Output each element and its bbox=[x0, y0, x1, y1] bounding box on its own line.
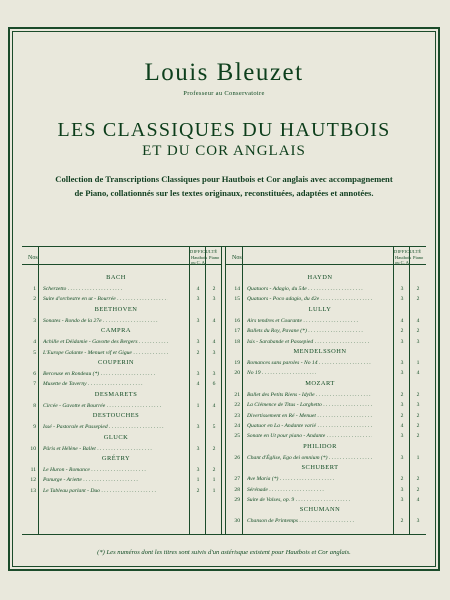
oboe-difficulty: 2 bbox=[400, 518, 404, 525]
piano-difficulty: 5 bbox=[212, 424, 216, 431]
piece-title: Quatuor en La - Andante varié . . bbox=[247, 421, 372, 431]
oboe-difficulty: 4 bbox=[400, 423, 404, 429]
difficulty-header: DIFFICULTÉ bbox=[190, 249, 218, 254]
oboe-difficulty: 2 bbox=[400, 476, 404, 483]
table-row bbox=[226, 516, 426, 526]
footnote: (*) Les numéros dont les titres sont suivis d'un astérisque existent pour Hautbois et Cor anglais. bbox=[97, 549, 351, 556]
piece-title: Berceuse en Rondeau (*) . . bbox=[43, 369, 155, 379]
table-row bbox=[226, 294, 426, 304]
composer-name: MOZART bbox=[305, 379, 335, 387]
collection-title: LES CLASSIQUES DU HAUTBOIS bbox=[57, 119, 391, 141]
oboe-difficulty: 3 bbox=[400, 497, 404, 503]
oboe-difficulty: 3 bbox=[196, 339, 200, 346]
table-row bbox=[22, 379, 222, 389]
oboe-difficulty: 2 bbox=[400, 391, 404, 398]
oboe-difficulty: 2 bbox=[400, 412, 404, 419]
table-row bbox=[22, 465, 222, 475]
piece-title: Suite d'orchestre en ut - Bourrée . . bbox=[43, 294, 168, 304]
author-title: Professeur au Conservatoire bbox=[183, 90, 265, 97]
piece-title: Circée - Gavotte et Bourrée . . bbox=[43, 401, 161, 411]
piece-title: Sonate en Ut pour piano - Andante . . bbox=[247, 431, 372, 441]
oboe-difficulty: 3 bbox=[400, 360, 404, 366]
piece-title: Ave Maria (*) . . bbox=[247, 474, 334, 484]
oboe-difficulty: 3 bbox=[196, 424, 200, 431]
piano-difficulty: 2 bbox=[416, 328, 420, 335]
piece-number: 30 bbox=[234, 518, 240, 525]
piece-number: 25 bbox=[234, 433, 240, 440]
table-row bbox=[226, 326, 426, 336]
piano-difficulty: 3 bbox=[212, 296, 216, 303]
table-row bbox=[226, 485, 426, 495]
composer-name: DESTOUCHES bbox=[92, 412, 140, 420]
table-row bbox=[22, 316, 222, 326]
piano-column-header: Piano bbox=[413, 255, 424, 260]
piano-difficulty: 2 bbox=[416, 412, 420, 419]
oboe-difficulty: 3 bbox=[400, 486, 404, 493]
table-row bbox=[226, 495, 426, 505]
piece-number: 10 bbox=[30, 445, 36, 452]
piano-difficulty: 2 bbox=[212, 467, 216, 473]
piano-column-header: Piano bbox=[209, 255, 220, 260]
catalog-table bbox=[22, 246, 426, 535]
piano-difficulty: 2 bbox=[212, 445, 216, 452]
piece-number: 19 bbox=[234, 360, 240, 366]
piece-title: Le Tableau parlant - Duo . . bbox=[43, 486, 156, 496]
table-row bbox=[226, 390, 426, 400]
piece-title: Isis - Sarabande et Passepied . . bbox=[247, 337, 369, 347]
piece-number: 1 bbox=[33, 286, 36, 292]
piece-number: 6 bbox=[33, 371, 36, 377]
table-row bbox=[226, 411, 426, 421]
piece-title: Sonates - Rondo de la 27e . . bbox=[43, 316, 158, 326]
piece-number: 5 bbox=[33, 349, 36, 356]
oboe-difficulty: 3 bbox=[400, 370, 404, 377]
composer-name: BACH bbox=[106, 274, 126, 281]
piano-difficulty: 1 bbox=[416, 454, 420, 461]
oboe-difficulty: 3 bbox=[400, 296, 404, 303]
oboe-difficulty: 3 bbox=[196, 371, 200, 377]
piece-number: 17 bbox=[234, 328, 240, 335]
number-header: Nos bbox=[232, 255, 242, 261]
oboe-difficulty: 4 bbox=[196, 286, 200, 292]
piece-title: Scherzetto . . bbox=[43, 284, 122, 294]
piano-difficulty: 4 bbox=[212, 402, 216, 409]
piece-title: Panurge - Ariette . . bbox=[43, 475, 138, 485]
oboe-difficulty: 3 bbox=[400, 402, 404, 409]
composer-name: LULLY bbox=[308, 305, 332, 313]
table-row bbox=[226, 368, 426, 378]
piece-title: Musette de Taverny . . bbox=[43, 379, 143, 389]
composer-name: COUPERIN bbox=[98, 359, 134, 366]
piece-number: 26 bbox=[234, 454, 240, 461]
piano-difficulty: 4 bbox=[212, 339, 216, 346]
oboe-difficulty: 1 bbox=[196, 477, 200, 484]
piano-difficulty: 2 bbox=[416, 486, 420, 493]
composer-name: GRÉTRY bbox=[101, 455, 131, 462]
composer-name: SCHUMANN bbox=[299, 506, 341, 514]
piece-title: L'Europe Galante - Menuet vif et Gigue . . bbox=[43, 348, 168, 358]
composer-name: DESMARETS bbox=[94, 390, 138, 398]
oboe-difficulty: 2 bbox=[196, 487, 200, 494]
piano-difficulty: 1 bbox=[212, 477, 216, 484]
piano-difficulty: 2 bbox=[416, 286, 420, 292]
collection-subtitle: ET DU COR ANGLAIS bbox=[142, 143, 306, 159]
piano-difficulty: 4 bbox=[416, 497, 420, 503]
piece-title: Issé - Pastorale et Passepied . . bbox=[43, 422, 164, 432]
table-row bbox=[226, 400, 426, 410]
piece-title: Ballets du Roy, Pavane (*) . . bbox=[247, 326, 363, 336]
piece-title: Sérénade . . bbox=[247, 485, 324, 495]
header bbox=[12, 31, 436, 200]
piano-difficulty: 4 bbox=[212, 317, 216, 324]
piece-number: 2 bbox=[33, 296, 36, 303]
table-row bbox=[22, 294, 222, 304]
table-row bbox=[22, 369, 222, 379]
number-header: Nos bbox=[28, 255, 38, 261]
piano-difficulty: 4 bbox=[416, 370, 420, 377]
piece-title: Chant d'Église, Ego dei omnium (*) . . bbox=[247, 453, 372, 463]
piece-title: Quatuors - Poco adagio, du 42e . . bbox=[247, 294, 372, 304]
piece-number: 27 bbox=[234, 476, 240, 483]
piano-difficulty: 3 bbox=[416, 518, 420, 525]
oboe-difficulty: 4 bbox=[400, 317, 404, 324]
piece-number: 9 bbox=[33, 424, 36, 431]
piano-difficulty: 2 bbox=[416, 296, 420, 303]
piece-number: 20 bbox=[234, 370, 240, 377]
piece-number: 13 bbox=[30, 487, 36, 494]
piece-number: 8 bbox=[33, 402, 36, 409]
table-row bbox=[22, 401, 222, 411]
piano-difficulty: 2 bbox=[212, 286, 216, 292]
piece-number: 12 bbox=[30, 477, 36, 484]
piece-number: 7 bbox=[33, 381, 36, 388]
oboe-difficulty: 3 bbox=[400, 454, 404, 461]
oboe-column-header: Hautbois ou C. A. bbox=[191, 255, 208, 265]
piece-title: No 19 . . bbox=[247, 368, 316, 378]
piece-title: Quatuors - Adagio, du 54e . . bbox=[247, 284, 363, 294]
oboe-difficulty: 3 bbox=[400, 286, 404, 292]
composer-name: SCHUBERT bbox=[301, 464, 339, 472]
table-row bbox=[226, 421, 426, 431]
table-row bbox=[226, 316, 426, 326]
piece-title: Romances sans paroles - No 14 . . bbox=[247, 358, 372, 368]
piece-number: 22 bbox=[234, 402, 240, 409]
piece-number: 15 bbox=[234, 296, 240, 303]
oboe-difficulty: 4 bbox=[196, 381, 200, 388]
piece-number: 23 bbox=[234, 412, 240, 419]
oboe-difficulty: 3 bbox=[196, 445, 200, 452]
piano-difficulty: 3 bbox=[212, 349, 216, 356]
oboe-difficulty: 3 bbox=[400, 338, 404, 345]
oboe-difficulty: 1 bbox=[196, 402, 200, 409]
header-rule bbox=[22, 264, 222, 265]
piece-title: Suite de Valses, op. 9 . . bbox=[247, 495, 350, 505]
piece-number: 18 bbox=[234, 338, 240, 345]
piano-difficulty: 3 bbox=[212, 371, 216, 377]
header-rule bbox=[226, 264, 426, 265]
piano-difficulty: 2 bbox=[416, 391, 420, 398]
piano-difficulty: 6 bbox=[212, 381, 216, 388]
table-row bbox=[22, 475, 222, 485]
author-name: Louis Bleuzet bbox=[144, 59, 304, 86]
piece-number: 21 bbox=[234, 391, 240, 398]
oboe-difficulty: 2 bbox=[400, 328, 404, 335]
piece-number: 11 bbox=[30, 467, 36, 473]
table-row bbox=[22, 284, 222, 294]
oboe-difficulty: 2 bbox=[196, 349, 200, 356]
composer-name: HAYDN bbox=[307, 274, 333, 281]
table-row bbox=[22, 444, 222, 454]
piano-difficulty: 2 bbox=[416, 476, 420, 483]
description-line-1: Collection de Transcriptions Classiques pour Hautbois et Cor anglais avec accompagnement bbox=[55, 174, 393, 184]
piece-number: 14 bbox=[234, 286, 240, 292]
piece-number: 3 bbox=[33, 317, 36, 324]
oboe-column-header: Hautbois ou C. A. bbox=[395, 255, 412, 265]
difficulty-header: DIFFICULTÉ bbox=[394, 249, 422, 254]
composer-name: BEETHOVEN bbox=[94, 305, 138, 313]
table-row bbox=[22, 348, 222, 358]
piano-difficulty: 2 bbox=[416, 433, 420, 440]
piece-number: 4 bbox=[33, 339, 36, 346]
composer-name: MENDELSSOHN bbox=[293, 348, 347, 355]
piece-title: Achille et Déidamie - Gavotte des Bergers . . bbox=[43, 337, 168, 347]
table-row bbox=[226, 358, 426, 368]
piece-number: 29 bbox=[234, 497, 240, 503]
oboe-difficulty: 3 bbox=[196, 317, 200, 324]
piece-title: Divertissement en Ré - Menuet . . bbox=[247, 411, 372, 421]
table-row bbox=[226, 474, 426, 484]
piano-difficulty: 3 bbox=[416, 338, 420, 345]
table-row bbox=[226, 431, 426, 441]
piece-title: Le Huron - Romance . . bbox=[43, 465, 146, 475]
description-line-2: de Piano, collationnés sur les textes originaux, reconstituées, adaptées et annotées. bbox=[74, 188, 374, 198]
piece-title: La Clémence de Titus - Larghetto . . bbox=[247, 400, 372, 410]
piece-number: 28 bbox=[234, 486, 240, 493]
piano-difficulty: 2 bbox=[416, 423, 420, 429]
composer-name: GLUCK bbox=[103, 433, 129, 441]
oboe-difficulty: 3 bbox=[196, 467, 200, 473]
piece-number: 16 bbox=[234, 317, 240, 324]
piano-difficulty: 3 bbox=[416, 402, 420, 409]
collection-description bbox=[20, 172, 428, 200]
piano-difficulty: 4 bbox=[416, 317, 420, 324]
piece-title: Pâris et Hélène - Ballet . . bbox=[43, 444, 152, 454]
piece-title: Chanson de Printemps . . bbox=[247, 516, 354, 526]
table-row bbox=[22, 337, 222, 347]
table-row bbox=[226, 453, 426, 463]
composer-name: PHILIDOR bbox=[303, 442, 337, 450]
table-row bbox=[22, 486, 222, 496]
right-column bbox=[226, 247, 426, 534]
piece-title: Ballet des Petits Riens - Idylle . . bbox=[247, 390, 371, 400]
piano-difficulty: 1 bbox=[212, 487, 216, 494]
table-row bbox=[22, 422, 222, 432]
table-row bbox=[226, 337, 426, 347]
piano-difficulty: 1 bbox=[416, 360, 420, 366]
piece-number: 24 bbox=[234, 423, 240, 429]
composer-name: CAMPRA bbox=[101, 327, 131, 335]
piece-title: Airs tendres et Courante . . bbox=[247, 316, 358, 326]
oboe-difficulty: 3 bbox=[196, 296, 200, 303]
table-row bbox=[226, 284, 426, 294]
oboe-difficulty: 3 bbox=[400, 433, 404, 440]
left-column bbox=[22, 247, 222, 534]
